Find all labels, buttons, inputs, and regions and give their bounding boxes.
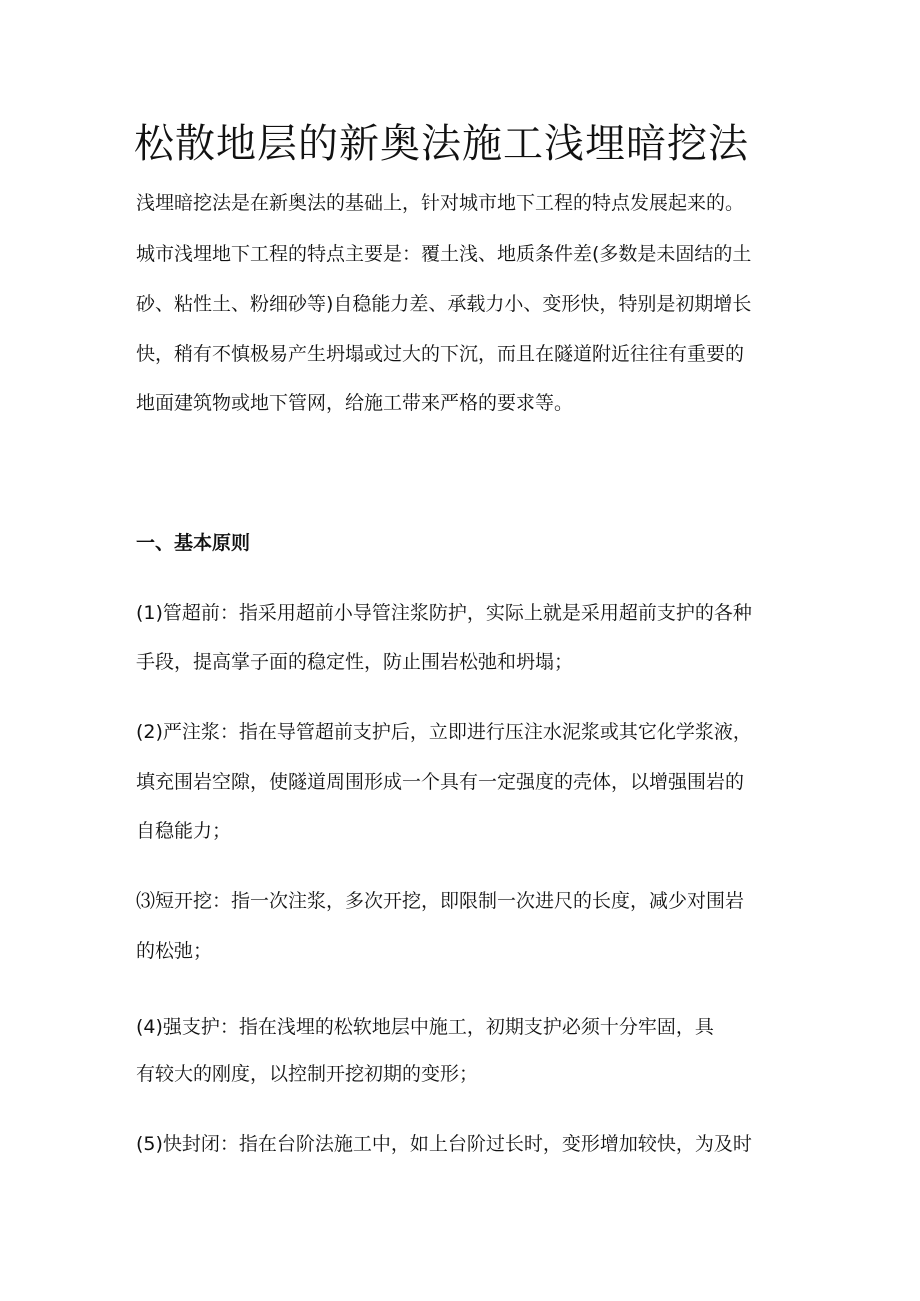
document-title: 松散地层的新奥法施工浅埋暗挖法 — [134, 121, 749, 167]
principle-2-line: 填充围岩空隙，使隧道周围形成一个具有一定强度的壳体，以增强围岩的 — [136, 771, 745, 793]
principle-1-line: 手段，提高掌子面的稳定性，防止围岩松弛和坍塌； — [136, 651, 574, 673]
intro-line: 浅埋暗挖法是在新奥法的基础上，针对城市地下工程的特点发展起来的。 — [136, 192, 745, 214]
principle-4-line: (4)强支护：指在浅埋的松软地层中施工，初期支护必须十分牢固，具 — [136, 1016, 714, 1038]
principle-3-line: ⑶短开挖：指一次注浆，多次开挖，即限制一次进尺的长度，减少对围岩 — [136, 890, 745, 912]
principle-3-line: 的松弛； — [136, 940, 213, 962]
principle-4-line: 有较大的刚度，以控制开挖初期的变形； — [136, 1063, 479, 1085]
principle-5-line: (5)快封闭：指在台阶法施工中，如上台阶过长时，变形增加较快，为及时 — [136, 1133, 752, 1155]
intro-line: 砂、粘性土、粉细砂等)自稳能力差、承载力小、变形快，特别是初期增长 — [136, 293, 752, 315]
principle-2-line: 自稳能力； — [136, 820, 232, 842]
principle-2-line: (2)严注浆：指在导管超前支护后，立即进行压注水泥浆或其它化学浆液， — [136, 721, 752, 743]
intro-line: 地面建筑物或地下管网，给施工带来严格的要求等。 — [136, 392, 574, 414]
section-heading: 一、基本原则 — [136, 532, 251, 554]
intro-line: 城市浅埋地下工程的特点主要是：覆土浅、地质条件差(多数是未固结的土 — [136, 243, 752, 265]
principle-1-line: (1)管超前：指采用超前小导管注浆防护，实际上就是采用超前支护的各种 — [136, 602, 752, 624]
intro-line: 快，稍有不慎极易产生坍塌或过大的下沉，而且在隧道附近往往有重要的 — [136, 343, 745, 365]
